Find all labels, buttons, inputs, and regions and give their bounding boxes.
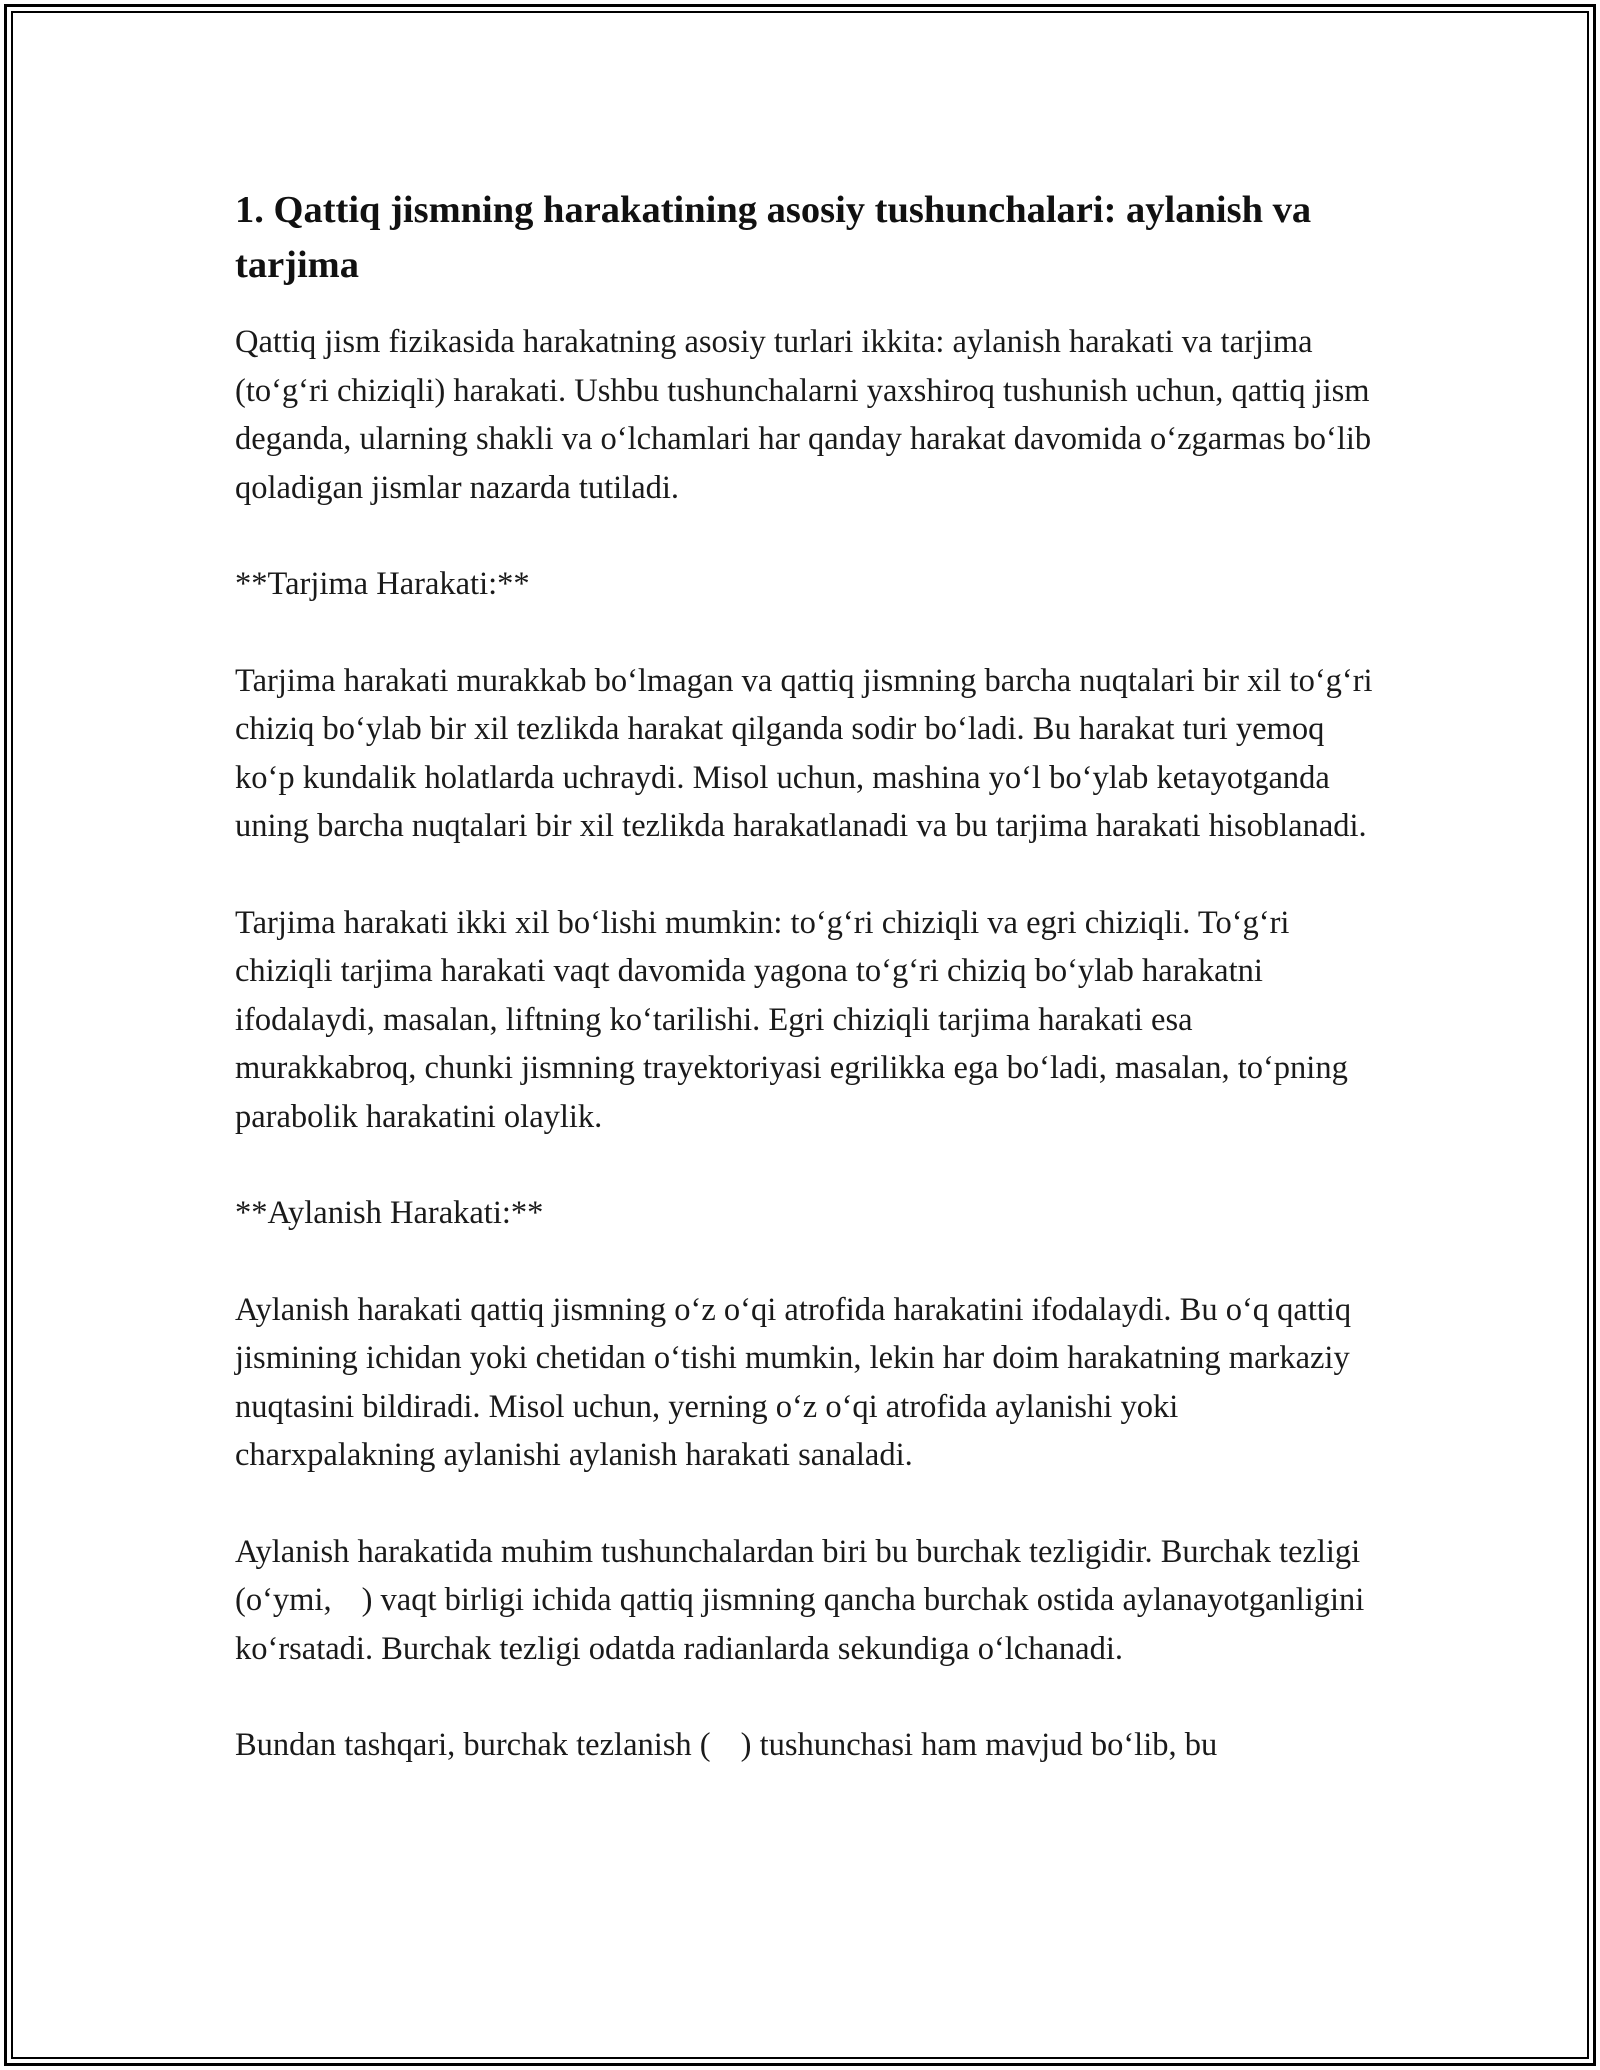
- paragraph-translation-types: Tarjima harakati ikki xil bo‘lishi mumkin: to‘g‘ri chiziqli va egri chiziqli. To‘g‘ri chiziqli tarjima harakati vaqt davomida yagona to‘g‘ri chiziq bo‘ylab harakatni ifodalaydi, masalan, liftning ko‘tarilishi. Egri chiziqli tarjima harakati esa murakkabroq, chunki jismning trayektoriyasi egrilikka ega bo‘ladi, masalan, to‘pning parabolik harakatini olaylik.: [235, 904, 1348, 1135]
- angular-velocity-text-before: Aylanish harakatida muhim tushunchalardan biri bu burchak tezligidir. Burchak tezligi (o‘ymi,: [235, 1533, 1361, 1618]
- paragraph-translation-definition: Tarjima harakati murakkab bo‘lmagan va qattiq jismning barcha nuqtalari bir xil to‘g‘ri chiziq bo‘ylab bir xil tezlikda harakat qilganda sodir bo‘ladi. Bu harakat turi yemoq ko‘p kundalik holatlarda uchraydi. Misol uchun, mashina yo‘l bo‘ylab ketayotganda uning barcha nuqtalari bir xil tezlikda harakatlanadi va bu tarjima harakati hisoblanadi.: [235, 662, 1373, 844]
- subheading-rotation: **Aylanish Harakati:**: [235, 1195, 544, 1231]
- angular-acceleration-text-after: ) tushunchasi ham mavjud bo‘lib, bu: [740, 1727, 1218, 1763]
- paragraph-angular-acceleration: [235, 1721, 1375, 1770]
- angular-acceleration-text-before: Bundan tashqari, burchak tezlanish (: [235, 1727, 711, 1763]
- subheading-translation: **Tarjima Harakati:**: [235, 566, 530, 602]
- paragraph-angular-velocity: [235, 1528, 1375, 1674]
- angular-velocity-text-after: ) vaqt birligi ichida qattiq jismning qancha burchak ostida aylanayotganligini ko‘rsatadi. Burchak tezligi odatda radianlarda sekundiga o‘lchanadi.: [235, 1582, 1365, 1667]
- paragraph-intro: Qattiq jism fizikasida harakatning asosiy turlari ikkita: aylanish harakati va tarjima (to‘g‘ri chiziqli) harakati. Ushbu tushunchalarni yaxshiroq tushunish uchun, qattiq jism deganda, ularning shakli va o‘lchamlari har qanday harakat davomida o‘zgarmas bo‘lib qoladigan jismlar nazarda tutiladi.: [235, 324, 1372, 506]
- paragraph-rotation-definition: Aylanish harakati qattiq jismning o‘z o‘qi atrofida harakatini ifodalaydi. Bu o‘q qattiq jismining ichidan yoki chetidan o‘tishi mumkin, lekin har doim harakatning markaziy nuqtasini bildiradi. Misol uchun, yerning o‘z o‘qi atrofida aylanishi yoki charxpalakning aylanishi aylanish harakati sanaladi.: [235, 1291, 1352, 1473]
- document-page: [235, 183, 1375, 1818]
- section-heading: 1. Qattiq jismning harakatining asosiy tushunchalari: aylanish va tarjima: [235, 189, 1312, 286]
